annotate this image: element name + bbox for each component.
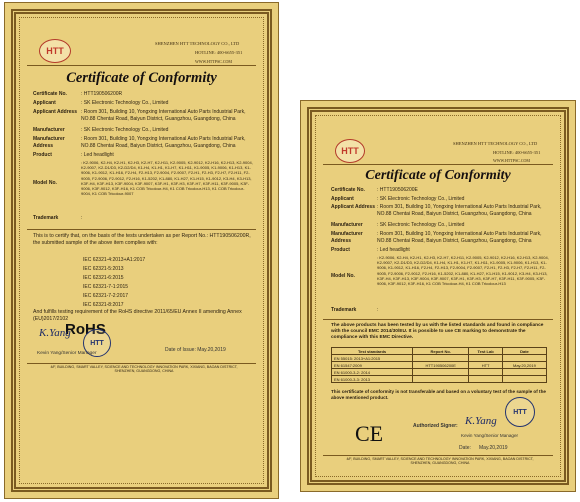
table-cell: HTT xyxy=(469,362,503,369)
table-cell xyxy=(469,369,503,376)
signer-name: Kevin Yang/Senior Manager xyxy=(37,351,97,356)
table-cell: EN 61000-3-2: 2014 xyxy=(332,369,413,376)
field-label: Model No. xyxy=(33,180,57,186)
authorized-signer-label: Authorized Signer: xyxy=(413,423,458,429)
field-manufacturer xyxy=(331,222,464,228)
table-header-row xyxy=(332,348,547,355)
field-label: Applicant Address xyxy=(33,109,77,115)
field-value: : HTT190506200E xyxy=(377,187,418,193)
table-cell xyxy=(502,369,546,376)
field-applicant xyxy=(33,100,168,106)
field-value: : SK Electronic Technology Co., Limited xyxy=(377,196,465,202)
company-name: SHENZHEN HTT TECHNOLOGY CO., LTD xyxy=(453,141,538,146)
field-label: Certificate No. xyxy=(331,187,365,193)
standard-item: IEC 62321-6:2015 xyxy=(83,275,124,281)
field-label: Certificate No. xyxy=(33,91,67,97)
field-trademark xyxy=(331,307,378,313)
signature: K.Yang xyxy=(39,327,71,339)
field-applicant xyxy=(331,196,464,202)
field-value: : K2-9006, K2-H4, K2-H1, K2-H3, K2-H7, K2-H11, K2-9005, K2-9012, K2-H16, K2-H13, K2-9004, K2-9007, K2-D1/D3, K2-D2/D4, K1-H4, K1-H1, K1-H7, K1-H11, K1-9005, K1-9006, K1-H13, K1-9006, K1-9012, K1-H16, F2-H4, F2-H13, F2-9004, F2-9007, F2-H1, F2-H3, F2-H7, F2-H11, F2-9005, F2-9006, F2-9012, F2-H16, K1-5202, K1-880, K1-H27, K1-H15, K1-9012, K3-H4, K3-H13, K3F-H4, K3F-H13, K3F-9004, K3F-9007, K3F-H1, K3F-H3, K3F-H7, K3F-H11, K3F-9005, K3F-9006, K3F-9012, K3F-H16, K1 COB Tricolour-H4, K1 COB Tricolour-H13, K1 COB Tricolour-9004, K1 COB Tricolour-9007 xyxy=(81,160,253,197)
table-header: Test standards xyxy=(332,348,413,355)
field-value: : xyxy=(81,215,83,221)
field-label: Applicant Address xyxy=(331,204,375,210)
field-certificate-no xyxy=(33,91,122,97)
field-value: : K2-9006, K2-H4, K2-H1, K2-H3, K2-H7, K2-H11, K2-9005, K2-9012, K2-H16, K2-H13, K2-9004, K2-9007, K2-D1/D3, K2-D2/D4, K1-H4, K1-H1, K1-H7, K1-H11, K1-9005, K1-9006, K1-H13, K1-9006, K1-9012, K1-H16, F2-H4, F2-H13, F2-9004, F2-9007, F2-H1, F2-H3, F2-H7, F2-H11, F2-9005, F2-9006, F2-9012, F2-H16, K1-5202, K1-880, K1-H27, K1-H15, K1-9012, K3-H4, K3-H13, K3F-H4, K3F-H13, K3F-9004, K3F-9007, K3F-H1, K3F-H3, K3F-H7, K3F-H11, K3F-9005, K3F-9006, K3F-9012, K3F-H16, K1 COB Tricolour-H4, K1 COB Tricolour-H13 xyxy=(377,255,549,286)
company-stamp: HTT xyxy=(83,329,111,357)
table-cell xyxy=(413,355,469,362)
table-header: Date xyxy=(502,348,546,355)
issue-date: May.20,2019 xyxy=(479,445,508,451)
field-value: : Room 301, Building 10, Yongxing International Auto Parts Industrial Park, NO.88 Chentai Road, Baiyun District, Guangzhou, Guangdong, China xyxy=(81,109,246,122)
field-trademark xyxy=(33,215,82,221)
field-label: Model No. xyxy=(331,273,355,279)
field-model-no xyxy=(33,160,253,196)
standard-item: IEC 62321-7-1:2015 xyxy=(83,284,129,290)
field-product xyxy=(331,247,410,253)
field-value: : SK Electronic Technology Co., Limited xyxy=(377,222,465,228)
ce-mark: CE xyxy=(355,421,384,446)
table-cell xyxy=(469,376,503,383)
table-row xyxy=(332,376,547,383)
field-label: Manufacturer xyxy=(331,222,363,228)
footer-address: 4/F, BUILDING, SMART VALLEY, SCIENCE AND TECHNOLOGY INNOVATION PARK, XIXIANG, BAOAN DISTRICT, SHENZHEN, GUANGDONG, CHINA xyxy=(50,365,238,374)
field-label: Product xyxy=(33,152,52,158)
certificate-title: Certificate of Conformity xyxy=(365,168,511,183)
company-name: SHENZHEN HTT TECHNOLOGY CO., LTD xyxy=(155,41,240,46)
section-rule xyxy=(323,319,553,320)
field-value: : Room 301, Building 10, Yongxing International Auto Parts Industrial Park, NO.88 Chentai Road, Baiyun District, Guangzhou, Guangdong, China xyxy=(81,136,246,149)
table-cell: HTT190506200E xyxy=(413,362,469,369)
standard-item: IEC 62321-5:2013 xyxy=(83,266,124,272)
issue-date: Date of Issue: May.20,2019 xyxy=(165,347,226,353)
rohs-mark: RoHS xyxy=(65,321,106,338)
table-header: Report No. xyxy=(413,348,469,355)
htt-logo: HTT xyxy=(335,139,365,163)
field-manufacturer-address xyxy=(331,231,549,244)
signer-name: Kevin Yang/Senior Manager xyxy=(461,433,519,438)
field-value: : SK Electronic Technology Co., Limited xyxy=(81,127,169,133)
signature: K.Yang xyxy=(465,415,497,427)
field-value: : Led headlight xyxy=(81,152,114,158)
emc-statement: The above products has been tested by us with the listed standards and found in compliance with the council EMC 2014/30/EU. It is possible to use CE marking to demonstrate the compliance with this EMC Directive. xyxy=(331,323,544,340)
field-value: : xyxy=(377,307,379,313)
field-manufacturer-address xyxy=(33,136,253,149)
table-row xyxy=(332,355,547,362)
conformity-statement: This is to certify that, on the basis of the tests undertaken as per Report No.: HTT190506200R, the submitted sample of the above item complies with: xyxy=(33,233,251,246)
field-applicant-address xyxy=(33,109,253,122)
certificate-emc xyxy=(300,100,576,492)
field-label: Manufacturer Address xyxy=(331,231,363,244)
hotline: HOTLINE: 400-6655-351 xyxy=(195,50,243,55)
field-product xyxy=(33,152,114,158)
standard-item: IEC 62321-8:2017 xyxy=(83,302,124,308)
hotline: HOTLINE: 400-6655-351 xyxy=(493,150,541,155)
field-value: : Room 301, Building 10, Yongxing International Auto Parts Industrial Park, NO.88 Chentai Road, Baiyun District, Guangzhou, Guangdong, China xyxy=(377,204,542,217)
field-applicant-address xyxy=(331,204,549,217)
field-label: Applicant xyxy=(33,100,56,106)
table-cell xyxy=(413,369,469,376)
company-stamp: HTT xyxy=(505,397,535,427)
field-model-no xyxy=(331,255,551,286)
table-cell: EN 61547:2009 xyxy=(332,362,413,369)
transfer-notice: This certificate of conformity is not transferable and based on a voluntary test of the sample of the above mentioned product. xyxy=(331,389,546,400)
date-label: Date: xyxy=(459,445,471,451)
footer-rule xyxy=(323,455,553,456)
certificate-rohs xyxy=(4,2,279,499)
section-rule xyxy=(27,229,256,230)
field-manufacturer xyxy=(33,127,168,133)
standard-item: IEC 62321-4:2013+A1:2017 xyxy=(83,257,146,263)
footer-address: 4/F, BUILDING, SMART VALLEY, SCIENCE AND TECHNOLOGY INNOVATION PARK, XIXIANG, BAOAN DISTRICT, SHENZHEN, GUANGDONG, CHINA xyxy=(346,457,534,466)
field-value: : Led headlight xyxy=(377,247,410,253)
table-cell xyxy=(502,376,546,383)
field-label: Trademark xyxy=(331,307,357,313)
table-header: Test Lab xyxy=(469,348,503,355)
field-label: Product xyxy=(331,247,350,253)
field-label: Manufacturer Address xyxy=(33,136,65,149)
field-value: : HTT190506200R xyxy=(81,91,123,97)
field-label: Trademark xyxy=(33,215,59,221)
footer-rule xyxy=(27,363,256,364)
table-row xyxy=(332,369,547,376)
table-cell xyxy=(413,376,469,383)
header-rule xyxy=(323,164,553,165)
website: WWW.HTTPSC.COM xyxy=(493,158,530,163)
field-value: : SK Electronic Technology Co., Limited xyxy=(81,100,169,106)
table-cell: EN 55015: 2013+A1:2015 xyxy=(332,355,413,362)
test-standards-table xyxy=(331,347,547,383)
field-label: Applicant xyxy=(331,196,354,202)
field-label: Manufacturer xyxy=(33,127,65,133)
certificate-title: Certificate of Conformity xyxy=(66,70,217,86)
field-value: : Room 301, Building 10, Yongxing International Auto Parts Industrial Park, NO.88 Chentai Road, Baiyun District, Guangzhou, Guangdong, China xyxy=(377,231,542,244)
table-cell: May.20,2019 xyxy=(502,362,546,369)
field-certificate-no xyxy=(331,187,418,193)
rohs-statement: And fulfills testing requirement of the RoHS directive 2011/65/EU Annex II amending Annex (EU)2017/2102 xyxy=(33,309,242,322)
table-cell xyxy=(469,355,503,362)
website: WWW.HTTPSC.COM xyxy=(195,59,232,64)
htt-logo: HTT xyxy=(39,39,71,63)
table-row xyxy=(332,362,547,369)
table-cell: EN 61000-3-3: 2013 xyxy=(332,376,413,383)
standard-item: IEC 62321-7-2:2017 xyxy=(83,293,129,299)
table-cell xyxy=(502,355,546,362)
header-rule xyxy=(27,65,256,66)
